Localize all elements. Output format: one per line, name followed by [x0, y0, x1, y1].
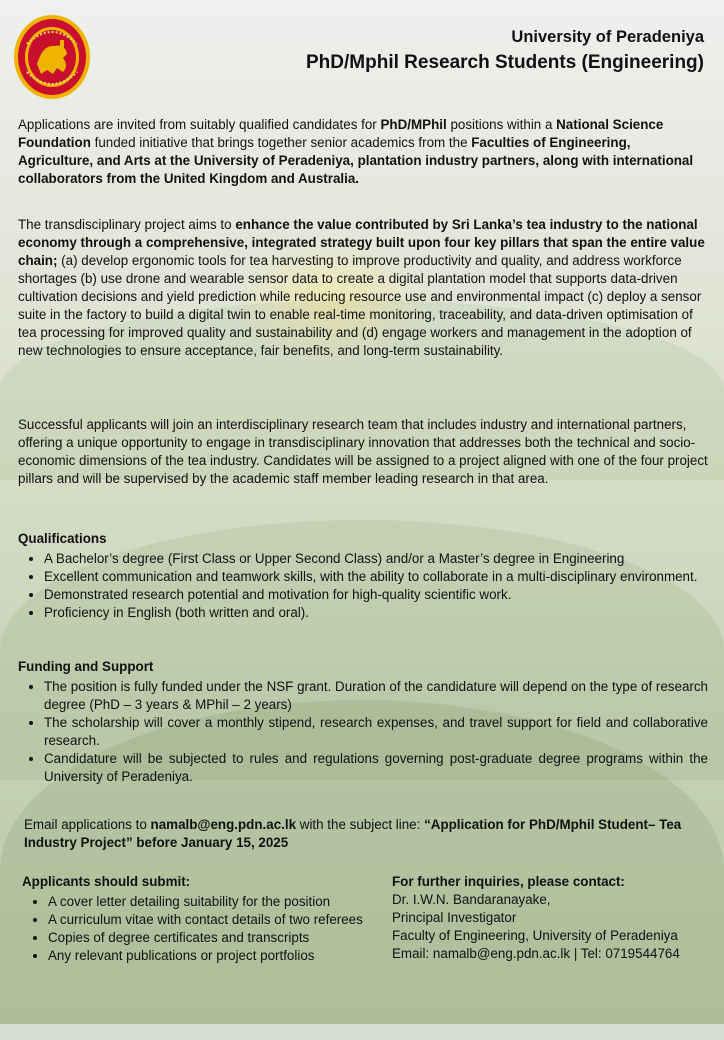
- contact-section: [392, 873, 722, 963]
- list-item: • A Bachelor’s degree (First Class or Upper Second Class) and/or a Master’s degree in Engineering: [44, 550, 708, 568]
- funding-heading: Funding and Support: [18, 659, 154, 674]
- list-item: • Proficiency in English (both written and oral).: [44, 604, 708, 622]
- contact-details[interactable]: Email: namalb@eng.pdn.ac.lk | Tel: 0719544764: [392, 946, 680, 961]
- list-item: • A cover letter detailing suitability for the position: [48, 893, 367, 911]
- page-title: PhD/Mphil Research Students (Engineering): [306, 52, 704, 73]
- contact-faculty: Faculty of Engineering, University of Peradeniya: [392, 928, 678, 943]
- application-instructions: Email applications to namalb@eng.pdn.ac.lk with the subject line: “Application for PhD/Mphil Student– Tea Industry Project” before January 15, 2025: [24, 817, 682, 850]
- list-item: • Candidature will be subjected to rules and regulations governing post-graduate degree programs within the University of Peradeniya.: [44, 750, 708, 786]
- funding-list: [18, 678, 708, 786]
- list-item: • Any relevant publications or project portfolios: [48, 947, 367, 965]
- list-item: • The position is fully funded under the NSF grant. Duration of the candidature will depend on the type of research degree (PhD – 3 years & MPhil – 2 years): [44, 678, 708, 714]
- team-paragraph: Successful applicants will join an interdisciplinary research team that includes industry and international partners, offering a unique opportunity to engage in transdisciplinary innovation that addresses both the technical and socio-economic dimensions of the tea industry. Candidates will be assigned to a project aligned with one of the four project pillars and will be supervised by the academic staff member leading research in that area.: [18, 417, 708, 486]
- intro-paragraph: Applications are invited from suitably qualified candidates for PhD/MPhil positions within a National Science Foundation funded initiative that brings together senior academics from the Faculties of Engineering, Agriculture, and Arts at the University of Peradeniya, plantation industry partners, along with international collaborators from the United Kingdom and Australia.: [18, 117, 694, 186]
- submit-list: [22, 893, 367, 965]
- contact-heading: For further inquiries, please contact:: [392, 874, 625, 889]
- contact-name: Dr. I.W.N. Bandaranayake,: [392, 892, 551, 907]
- project-paragraph: The transdisciplinary project aims to enhance the value contributed by Sri Lanka’s tea industry to the national economy through a comprehensive, integrated strategy built upon four key pillars that span the entire value chain; (a) develop ergonomic tools for tea harvesting to improve productivity and quality, and address workforce shortages (b) use drone and wearable sensor data to create a digital plantation model that supports data-driven cultivation decisions and yield prediction while reducing resource use and environmental impact (c) deploy a sensor suite in the factory to build a digital twin to enable real-time monitoring, traceability, and data-driven optimisation of tea processing for improved quality and sustainability and (d) engage workers and management in the adoption of new technologies to ensure acceptance, fair benefits, and long-term sustainability.: [18, 217, 705, 358]
- university-crest-icon: [13, 14, 91, 100]
- qualifications-section: [18, 530, 708, 622]
- submit-section: [22, 873, 367, 965]
- submit-heading: Applicants should submit:: [22, 874, 191, 889]
- list-item: • Demonstrated research potential and motivation for high-quality scientific work.: [44, 586, 708, 604]
- list-item: • A curriculum vitae with contact details of two referees: [48, 911, 367, 929]
- qualifications-list: [18, 550, 708, 622]
- qualifications-heading: Qualifications: [18, 531, 107, 546]
- contact-role: Principal Investigator: [392, 910, 517, 925]
- application-email-link[interactable]: namalb@eng.pdn.ac.lk: [150, 817, 297, 832]
- funding-section: [18, 658, 708, 786]
- list-item: • Excellent communication and teamwork skills, with the ability to collaborate in a multi-disciplinary environment.: [44, 568, 708, 586]
- list-item: • The scholarship will cover a monthly stipend, research expenses, and travel support for field and collaborative research.: [44, 714, 708, 750]
- list-item: • Copies of degree certificates and transcripts: [48, 929, 367, 947]
- university-name: University of Peradeniya: [511, 28, 704, 46]
